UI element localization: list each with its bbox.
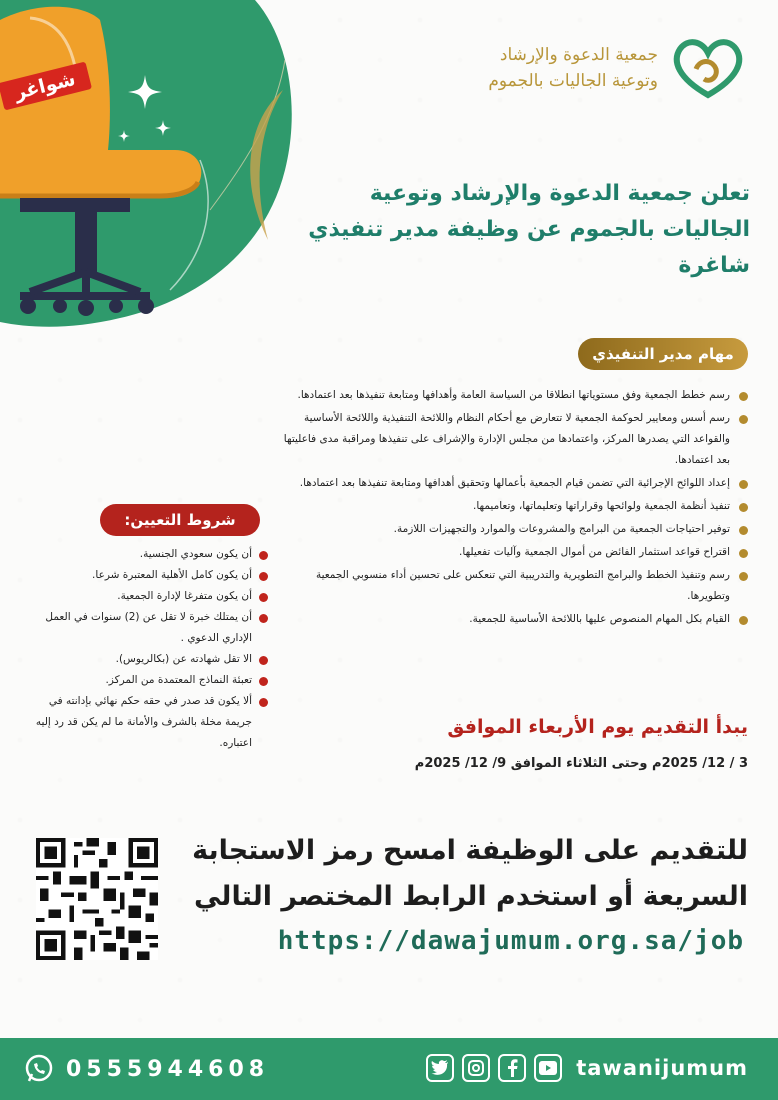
term-item: أن يمتلك خبرة لا تقل عن (2) سنوات في العمل الإداري الدعوي . (30, 607, 270, 649)
application-dates: 3 / 12/ 2025م وحتى الثلاثاء الموافق 9/ 12/ 2025م (414, 756, 748, 771)
logo-line-2: وتوعية الجاليات بالجموم (488, 71, 658, 91)
announcement-title: تعلن جمعية الدعوة والإرشاد وتوعية الجاليات بالجموم عن وظيفة مدير تنفيذي شاغرة (308, 181, 750, 278)
task-item: اقتراح قواعد استثمار الفائض من أموال الجمعية وآليات تفعيلها. (270, 542, 750, 563)
term-item: الا تقل شهادته عن (بكالريوس). (30, 649, 270, 670)
social-handle: tawanijumum (576, 1056, 748, 1080)
terms-heading: شروط التعيين: (100, 504, 260, 536)
task-item: إعداد اللوائح الإجرائية التي تضمن قيام الجمعية بأعمالها وتحقيق أهدافها ومتابعة تنفيذها بعد اعتمادها. (270, 473, 750, 494)
social-links (426, 1054, 748, 1082)
logo-text (488, 42, 658, 94)
facebook-icon[interactable] (498, 1054, 526, 1082)
office-chair-illustration (0, 0, 230, 330)
youtube-icon[interactable] (534, 1054, 562, 1082)
term-item: أن يكون متفرغا لإدارة الجمعية. (30, 586, 270, 607)
association-logo-icon (668, 33, 748, 103)
application-link[interactable]: https://dawajumum.org.sa/job (277, 926, 744, 956)
term-item: تعبئة النماذج المعتمدة من المركز. (30, 670, 270, 691)
task-item: رسم وتنفيذ الخطط والبرامج التطويرية والتدريبية التي تنعكس على تحسين أداء منسوبي الجمعية وتطويرها. (270, 565, 750, 607)
whatsapp-icon[interactable] (24, 1054, 54, 1084)
tasks-list (270, 385, 750, 632)
logo-line-1: جمعية الدعوة والإرشاد (499, 45, 658, 65)
terms-list (30, 544, 270, 754)
term-item: أن يكون كامل الأهلية المعتبرة شرعا. (30, 565, 270, 586)
footer-bar (0, 1038, 778, 1100)
twitter-icon[interactable] (426, 1054, 454, 1082)
tasks-heading: مهام مدير التنفيذي (578, 338, 748, 370)
term-item: أن يكون سعودي الجنسية. (30, 544, 270, 565)
gold-swoosh-decoration (228, 90, 288, 240)
application-instructions: للتقديم على الوظيفة امسح رمز الاستجابة السريعة أو استخدم الرابط المختصر التالي (192, 835, 748, 912)
vacancies-badge: شواغر (0, 62, 92, 111)
application-start-title: يبدأ التقديم يوم الأربعاء الموافق (447, 716, 748, 738)
qr-code[interactable] (36, 838, 158, 960)
phone-number: 0555944608 (66, 1056, 270, 1082)
contact-phone[interactable] (24, 1054, 269, 1084)
association-logo (478, 28, 748, 108)
task-item: توفير احتياجات الجمعية من البرامج والمشروعات والموارد والتجهيزات اللازمة. (270, 519, 750, 540)
task-item: رسم أسس ومعايير لحوكمة الجمعية لا تتعارض مع أحكام النظام واللائحة التنفيذية واللائحة الأساسية والقواعد التي يصدرها المركز، واعتمادها من مجلس الإدارة والإشراف على تنفيذها ومراقبة مدى فاعليتها بعد اعتمادها. (270, 408, 750, 471)
task-item: تنفيذ أنظمة الجمعية ولوائحها وقراراتها وتعليماتها، وتعاميمها. (270, 496, 750, 517)
sparkle-icon (118, 130, 130, 142)
task-item: القيام بكل المهام المنصوص عليها باللائحة الأساسية للجمعية. (270, 609, 750, 630)
task-item: رسم خطط الجمعية وفق مستوياتها انطلاقا من السياسة العامة وأهدافها ومتابعة تنفيذها بعد اعتمادها. (270, 385, 750, 406)
instagram-icon[interactable] (462, 1054, 490, 1082)
term-item: ألا يكون قد صدر في حقه حكم نهائي بإدانته في جريمة مخلة بالشرف والأمانة ما لم يكن قد رد إليه اعتباره. (30, 691, 270, 754)
sparkle-icon (155, 120, 171, 136)
sparkle-icon (128, 75, 162, 109)
